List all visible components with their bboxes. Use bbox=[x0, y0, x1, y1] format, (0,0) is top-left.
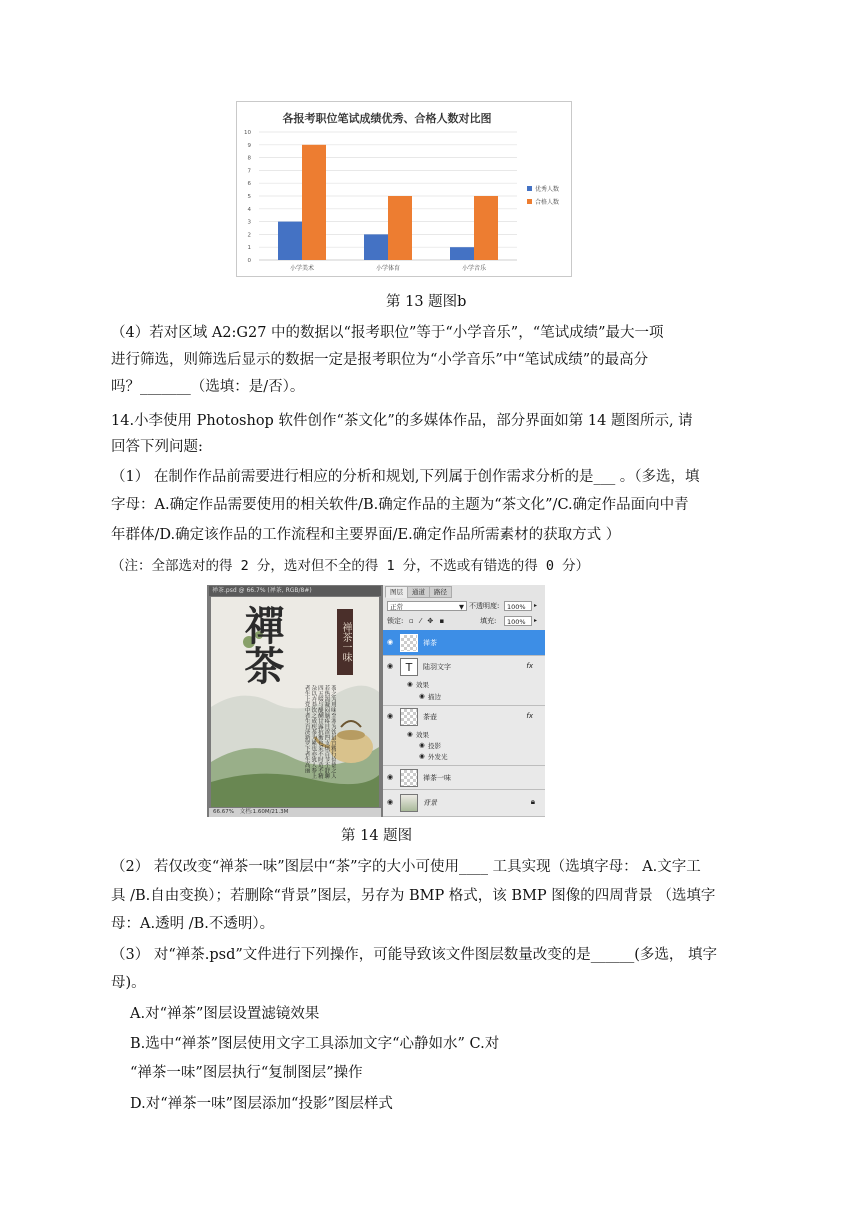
fx-icon[interactable]: fx bbox=[526, 662, 533, 670]
art-banner: 禅茶一味 bbox=[337, 609, 353, 675]
layer-name: 茶壶 bbox=[423, 713, 437, 721]
document-title: 禅茶.psd @ 66.7% (禅茶, RGB/8#) bbox=[209, 586, 381, 596]
q13-4-line3: 吗？_______（选填：是/否）。 bbox=[111, 379, 305, 395]
q14-3-option-a: A.对“禅茶”图层设置滤镜效果 bbox=[130, 1006, 320, 1022]
fx-icon[interactable]: fx bbox=[526, 712, 533, 720]
q13-4-line1: （4）若对区域 A2:G27 中的数据以“报考职位”等于“小学音乐”，“笔试成绩”最大一项 bbox=[111, 325, 664, 341]
q14-intro-line2: 回答下列问题: bbox=[111, 439, 203, 455]
figure-14-caption: 第 14 题图 bbox=[341, 828, 413, 844]
layer-name: 禅茶 bbox=[423, 639, 437, 647]
doc-size: 文档:1.60M/21.3M bbox=[239, 809, 289, 815]
bar-合格人数-小学美术 bbox=[302, 145, 326, 260]
effects-label: 效果 bbox=[416, 731, 429, 739]
layers-panel bbox=[383, 585, 545, 817]
bar-合格人数-小学体育 bbox=[388, 196, 412, 260]
y-tick-label: 1 bbox=[247, 245, 251, 252]
q14-2-line3: 母：A.透明 /B.不透明）。 bbox=[111, 916, 275, 932]
layer-name: 背景 bbox=[423, 799, 437, 807]
bar-chart bbox=[236, 101, 572, 277]
legend-label: 合格人数 bbox=[535, 199, 560, 206]
y-tick-label: 0 bbox=[247, 258, 251, 264]
art-big-calligraphy: 禪茶 bbox=[238, 605, 285, 685]
y-tick-label: 4 bbox=[247, 206, 251, 213]
chart-legend bbox=[527, 185, 559, 206]
bar-优秀人数-小学体育 bbox=[364, 234, 388, 260]
document-window bbox=[207, 585, 383, 817]
visibility-eye-icon[interactable]: ◉ bbox=[386, 773, 394, 781]
x-tick-label: 小学音乐 bbox=[461, 265, 487, 272]
effect-outer-glow[interactable]: 外发光 bbox=[428, 753, 448, 761]
layer-chancha[interactable] bbox=[383, 630, 545, 656]
q14-3-line1: （3） 对“禅茶.psd”文件进行下列操作，可能导致该文件图层数量改变的是______(多选， 填字 bbox=[111, 947, 718, 963]
y-tick-label: 6 bbox=[247, 181, 251, 188]
effects-eye-icon[interactable]: ◉ bbox=[407, 680, 413, 688]
photoshop-screenshot bbox=[207, 585, 545, 817]
y-tick-label: 8 bbox=[247, 155, 251, 162]
q14-2-line2: 具 /B.自由变换）；若删除“背景”图层，另存为 BMP 格式，该 BMP 图像的四周背景 （选填字 bbox=[111, 888, 716, 904]
figure-13b-caption: 第 13 题图b bbox=[386, 294, 467, 310]
layer-thumbnail bbox=[400, 634, 418, 652]
q14-1-line2: 字母：A.确定作品需要使用的相关软件/B.确定作品的主题为“茶文化”/C.确定作品面向中青 bbox=[111, 497, 689, 513]
lock-label: 锁定: bbox=[387, 617, 404, 625]
fill-label: 填充: bbox=[480, 617, 497, 625]
opacity-input[interactable]: 100% bbox=[504, 601, 532, 611]
q13-4-line2: 进行筛选，则筛选后显示的数据一定是报考职位为“小学音乐”中“笔试成绩”的最高分 bbox=[111, 352, 649, 368]
effect-eye-icon[interactable]: ◉ bbox=[419, 752, 425, 760]
q14-1-line3: 年群体/D.确定该作品的工作流程和主要界面/E.确定作品所需素材的获取方式 ） bbox=[111, 527, 621, 543]
visibility-eye-icon[interactable]: ◉ bbox=[386, 662, 394, 670]
q14-scoring-note: （注：全部选对的得 2 分，选对但不全的得 1 分，不选或有错选的得 0 分） bbox=[111, 558, 590, 574]
bar-合格人数-小学音乐 bbox=[474, 196, 498, 260]
q14-3-option-d: D.对“禅茶一味”图层添加“投影”图层样式 bbox=[130, 1096, 393, 1112]
chart-bars bbox=[278, 145, 498, 260]
lock-icon: 🔒︎ bbox=[530, 797, 535, 806]
y-tick-label: 3 bbox=[247, 219, 251, 226]
layer-name: 禅茶一味 bbox=[423, 774, 451, 782]
blend-mode-value: 正常 bbox=[390, 603, 403, 611]
legend-swatch bbox=[527, 186, 532, 191]
x-tick-label: 小学体育 bbox=[375, 265, 401, 272]
fill-input[interactable]: 100% bbox=[504, 616, 532, 626]
legend-swatch bbox=[527, 199, 532, 204]
visibility-eye-icon[interactable]: ◉ bbox=[386, 798, 394, 806]
x-tick-label: 小学美术 bbox=[289, 265, 315, 272]
layer-thumbnail bbox=[400, 708, 418, 726]
layer-teapot[interactable] bbox=[383, 706, 545, 766]
x-tick-labels bbox=[290, 264, 487, 272]
lock-icons[interactable]: ▫ ⁄ ✥ ▪ bbox=[409, 617, 447, 625]
y-tick-label: 2 bbox=[247, 232, 251, 239]
layer-name: 陆羽文字 bbox=[423, 663, 451, 671]
bar-优秀人数-小学音乐 bbox=[450, 247, 474, 260]
effect-eye-icon[interactable]: ◉ bbox=[419, 741, 425, 749]
opacity-slider-arrow-icon[interactable]: ▸ bbox=[534, 602, 538, 609]
q14-2-line1: （2） 若仅改变“禅茶一味”图层中“茶”字的大小可使用____ 工具实现（选填字母： A.文字工 bbox=[111, 859, 701, 875]
y-tick-labels bbox=[244, 130, 252, 264]
layer-luyu-text[interactable] bbox=[383, 656, 545, 706]
layer-thumbnail bbox=[400, 769, 418, 787]
visibility-eye-icon[interactable]: ◉ bbox=[386, 712, 394, 720]
chart-title: 各报考职位笔试成绩优秀、合格人数对比图 bbox=[282, 112, 492, 125]
q14-3-line2: 母)。 bbox=[111, 975, 146, 991]
layer-background[interactable] bbox=[383, 790, 545, 817]
effect-drop-shadow[interactable]: 投影 bbox=[428, 742, 441, 750]
chart-svg bbox=[237, 102, 571, 276]
effects-label: 效果 bbox=[416, 681, 429, 689]
q14-3-option-b: B.选中“禅茶”图层使用文字工具添加文字“心静如水” C.对 bbox=[130, 1036, 500, 1052]
q14-1-line1: （1） 在制作作品前需要进行相应的分析和规划,下列属于创作需求分析的是___ 。（多选，填 bbox=[111, 469, 700, 485]
tab-layers[interactable]: 图层 bbox=[385, 586, 408, 598]
fill-slider-arrow-icon[interactable]: ▸ bbox=[534, 617, 538, 624]
layer-chancha-yiwei[interactable] bbox=[383, 766, 545, 790]
layer-thumbnail bbox=[400, 794, 418, 812]
y-tick-label: 9 bbox=[247, 142, 251, 149]
art-body-text: 茶之为用味至寒为饮最宜精行俭德之人若热渴凝闷脑疼目涩四支烦百节不舒聊四五啜与醍醐甘露抗衡也采不时造不精杂以卉莽饮之成疾茶为累也亦犹人参上者生上党中者生百济新罗下者生高丽 bbox=[303, 685, 336, 779]
visibility-eye-icon[interactable]: ◉ bbox=[386, 638, 394, 646]
y-tick-label: 7 bbox=[247, 168, 251, 175]
opacity-label: 不透明度: bbox=[469, 602, 500, 610]
text-layer-icon: T bbox=[400, 658, 418, 676]
tab-channels[interactable]: 通道 bbox=[407, 586, 430, 598]
tab-paths[interactable]: 路径 bbox=[429, 586, 452, 598]
effects-eye-icon[interactable]: ◉ bbox=[407, 730, 413, 738]
zoom-level[interactable]: 66.67% bbox=[213, 809, 234, 815]
bar-优秀人数-小学美术 bbox=[278, 222, 302, 260]
legend-label: 优秀人数 bbox=[535, 186, 560, 193]
q14-intro-line1: 14.小李使用 Photoshop 软件创作“茶文化”的多媒体作品，部分界面如第 14 题图所示, 请 bbox=[111, 413, 693, 429]
y-tick-label: 5 bbox=[247, 194, 251, 200]
blend-mode-select[interactable] bbox=[387, 601, 467, 611]
effect-stroke[interactable]: 描边 bbox=[428, 693, 441, 701]
artwork-canvas bbox=[211, 597, 379, 807]
status-bar bbox=[209, 808, 381, 817]
effect-eye-icon[interactable]: ◉ bbox=[419, 692, 425, 700]
q14-3-option-c-cont: “禅茶一味”图层执行“复制图层”操作 bbox=[130, 1065, 363, 1081]
y-tick-label: 10 bbox=[244, 130, 251, 136]
dropdown-arrow-icon: ▼ bbox=[459, 603, 464, 611]
